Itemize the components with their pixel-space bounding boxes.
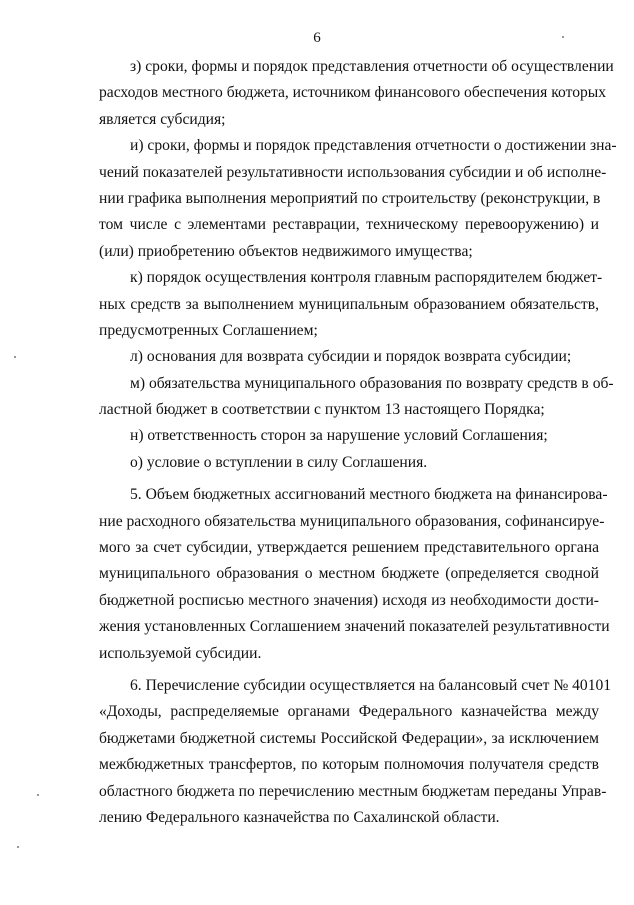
paragraph <box>99 133 617 265</box>
text-line: (или) приобретению объектов недвижимого имущества; <box>99 242 473 260</box>
text-line: предусмотренных Соглашением; <box>99 321 318 339</box>
text-line: используемой субсидии. <box>99 644 262 662</box>
text-line: л) основания для возврата субсидии и порядок возврата субсидии; <box>130 348 572 366</box>
text-line: ластной бюджет в соответствии с пунктом 13 настоящего Порядка; <box>99 401 545 419</box>
paragraph <box>99 344 599 370</box>
paragraph <box>99 423 599 449</box>
text-line: и) сроки, формы и порядок представления отчетности о достижении зна- <box>130 137 617 155</box>
text-line: н) ответственность сторон за нарушение условий Соглашения; <box>130 427 548 445</box>
text-line: 5. Объем бюджетных ассигнований местного бюджета на финансирова- <box>130 486 608 504</box>
paragraph <box>99 265 603 344</box>
text-line: ние расходного обязательства муниципального образования, софинансируе- <box>99 512 605 530</box>
text-line: областного бюджета по перечислению местным бюджетам переданы Управ- <box>99 782 607 800</box>
text-line: муниципального образования о местном бюджете (определяется сводной <box>99 565 599 583</box>
scan-speck <box>17 846 19 848</box>
text-line: нии графика выполнения мероприятий по строительству (реконструкции, в <box>99 189 601 207</box>
text-line: ных средств за выполнением муниципальным образованием обязательств, <box>99 295 599 313</box>
text-line: расходов местного бюджета, источником финансового обеспечения которых <box>99 84 607 102</box>
scan-speck <box>37 794 39 796</box>
paragraph <box>99 673 612 831</box>
paragraph <box>99 54 614 133</box>
text-line: 6. Перечисление субсидии осуществляется на балансовый счет № 40101 <box>130 676 612 694</box>
text-line: мого за счет субсидии, утверждается решением представительного органа <box>99 539 599 557</box>
text-line: з) сроки, формы и порядок представления отчетности об осуществлении <box>130 58 614 75</box>
text-line: «Доходы, распределяемые органами Федерального казначейства между <box>99 703 599 721</box>
text-line: о) условие о вступлении в силу Соглашения. <box>130 453 428 471</box>
text-line: чений показателей результативности использования субсидии и об исполне- <box>99 163 607 181</box>
text-line: к) порядок осуществления контроля главным распорядителем бюджет- <box>130 269 603 287</box>
text-line: межбюджетных трансфертов, по которым полномочия получателя средств <box>99 756 599 774</box>
text-line: является субсидия; <box>99 110 226 128</box>
paragraph <box>99 371 614 424</box>
document-body <box>99 54 617 831</box>
paragraph <box>99 450 599 476</box>
text-line: бюджетной росписью местного значения) исходя из необходимости дости- <box>99 591 599 609</box>
paragraph <box>99 482 610 667</box>
page-number: 6 <box>313 30 321 46</box>
text-line: бюджетами бюджетной системы Российской Федерации», за исключением <box>99 729 599 747</box>
scan-speck <box>562 36 564 38</box>
text-line: жения установленных Соглашением значений показателей результативности <box>99 618 610 636</box>
text-line: лению Федерального казначейства по Сахалинской области. <box>99 808 500 826</box>
text-line: том числе с элементами реставрации, техническому перевооружению) и <box>99 216 599 234</box>
scan-speck <box>14 356 16 358</box>
text-line: м) обязательства муниципального образования по возврату средств в об- <box>130 374 614 392</box>
